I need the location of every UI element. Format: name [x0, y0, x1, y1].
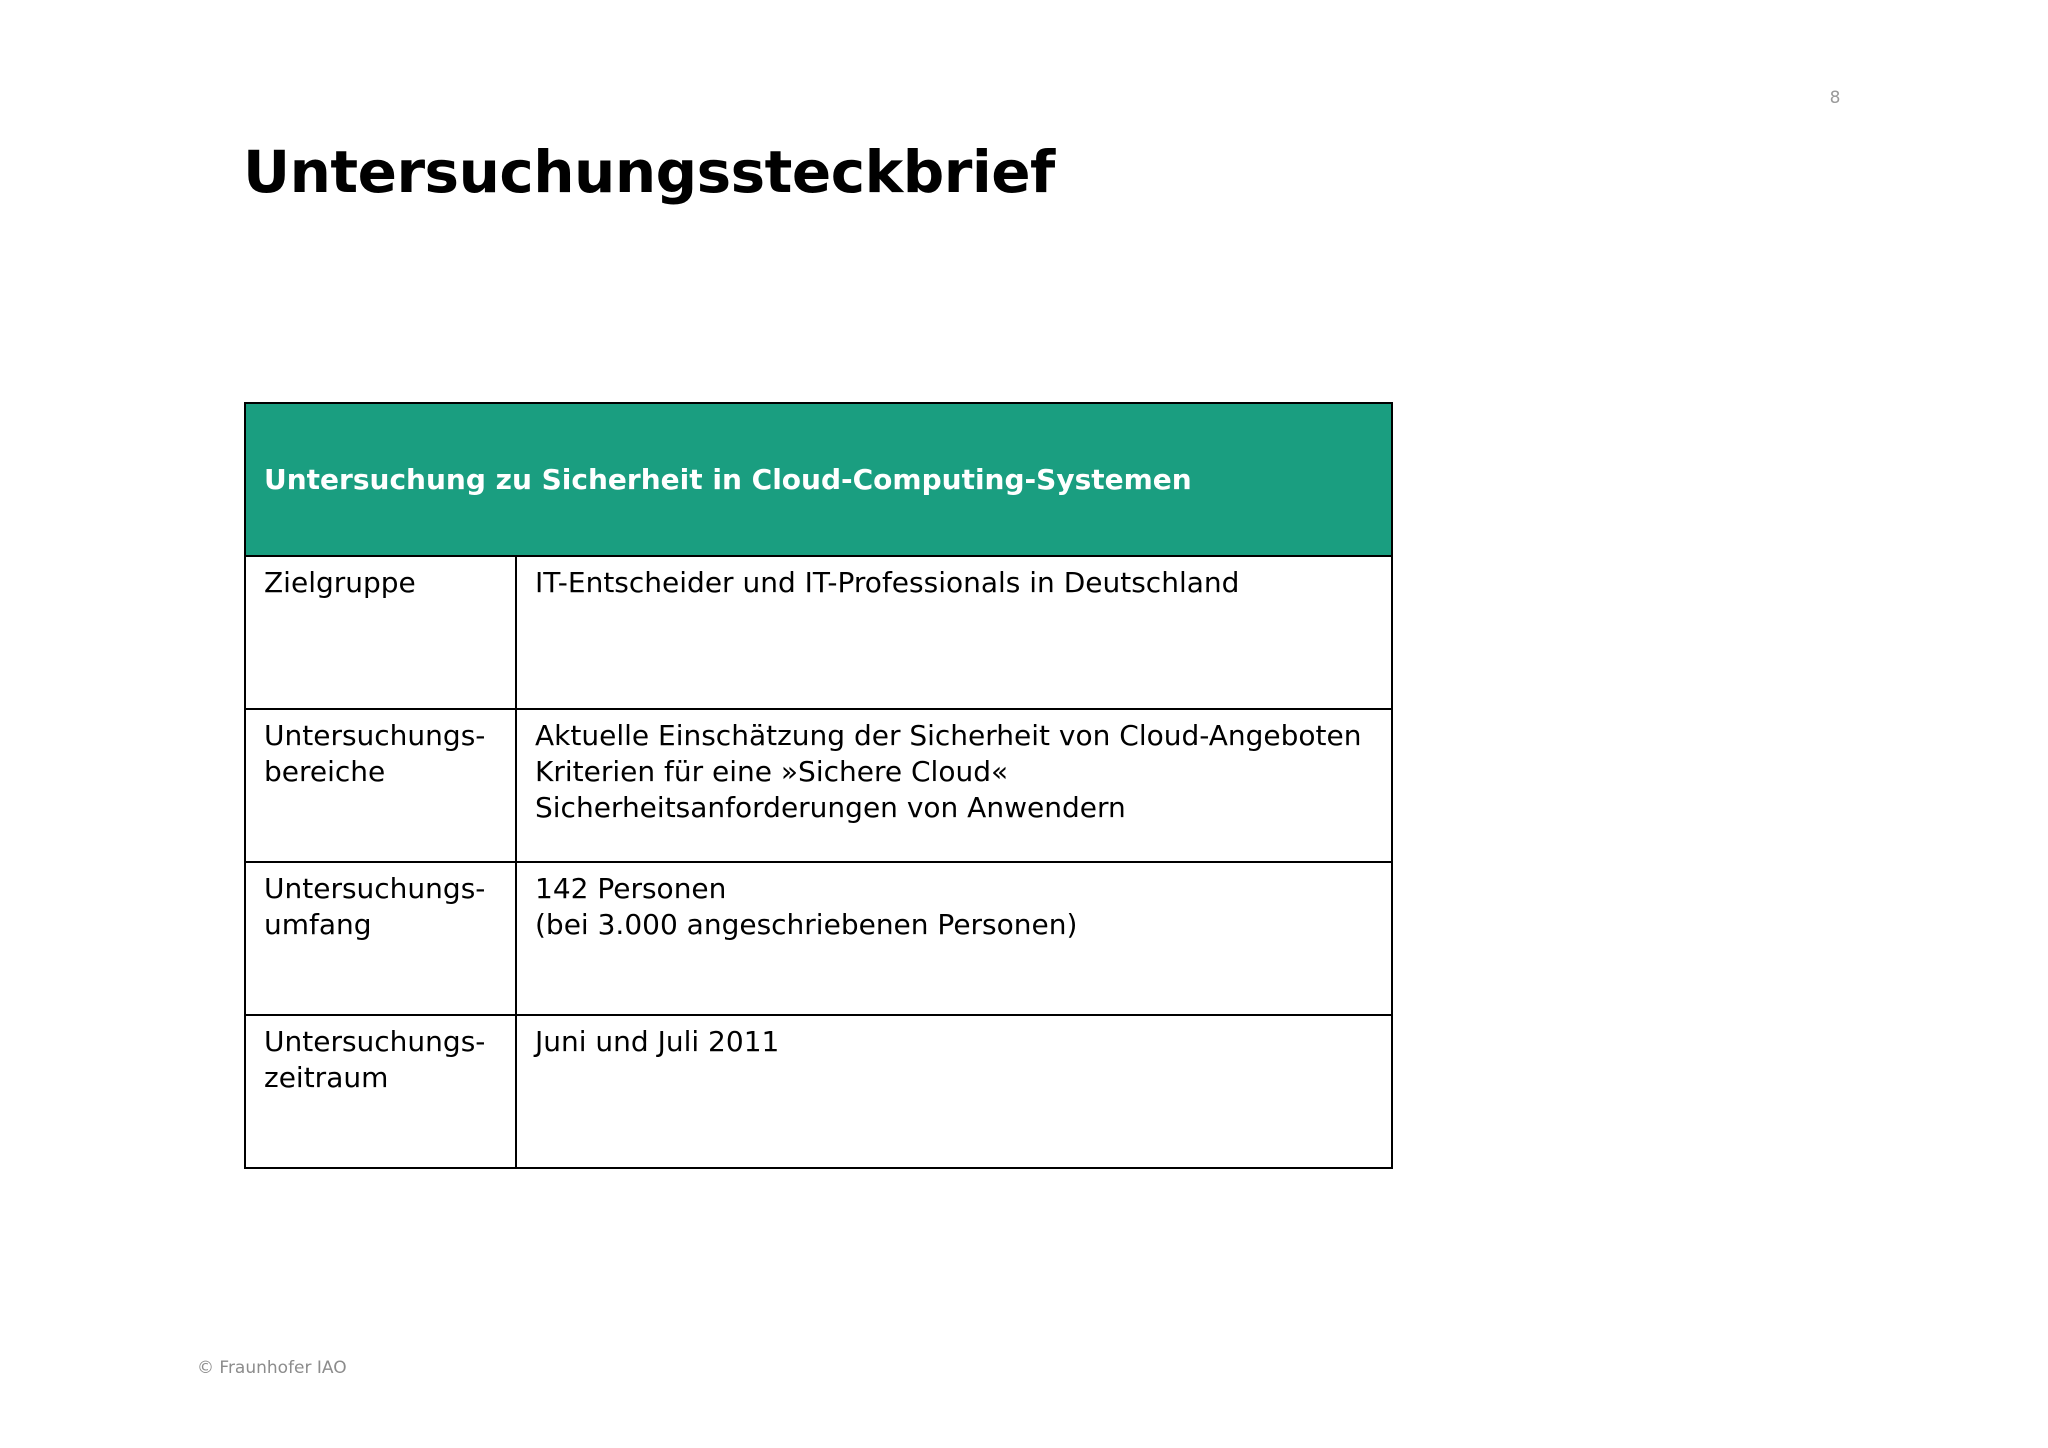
value-line: 142 Personen — [535, 872, 727, 905]
table-row — [245, 862, 1392, 1015]
value-line: (bei 3.000 angeschriebenen Personen) — [535, 908, 1078, 941]
table-header: Untersuchung zu Sicherheit in Cloud-Computing-Systemen — [245, 403, 1392, 556]
label-line: bereiche — [264, 755, 386, 788]
copyright-notice: © Fraunhofer IAO — [197, 1358, 347, 1378]
row-value-zielgruppe — [516, 556, 1392, 709]
row-label-zielgruppe — [245, 556, 516, 709]
table-header-row — [245, 403, 1392, 556]
row-value-bereiche — [516, 709, 1392, 862]
label-line: umfang — [264, 908, 372, 941]
label-line: Untersuchungs- — [264, 872, 486, 905]
value-line: Aktuelle Einschätzung der Sicherheit von Cloud-Angeboten — [535, 719, 1362, 752]
table-row — [245, 709, 1392, 862]
label-line: Zielgruppe — [264, 566, 416, 599]
row-label-zeitraum — [245, 1015, 516, 1168]
study-profile-table — [244, 402, 1393, 1169]
row-value-zeitraum — [516, 1015, 1392, 1168]
table-row — [245, 556, 1392, 709]
value-line: IT-Entscheider und IT-Professionals in Deutschland — [535, 566, 1240, 599]
page-title: Untersuchungssteckbrief — [243, 138, 1055, 206]
table-row — [245, 1015, 1392, 1168]
label-line: Untersuchungs- — [264, 1025, 486, 1058]
label-line: zeitraum — [264, 1061, 389, 1094]
row-label-bereiche — [245, 709, 516, 862]
value-line: Kriterien für eine »Sichere Cloud« — [535, 755, 1009, 788]
label-line: Untersuchungs- — [264, 719, 486, 752]
value-line: Juni und Juli 2011 — [535, 1025, 780, 1058]
row-label-umfang — [245, 862, 516, 1015]
value-line: Sicherheitsanforderungen von Anwendern — [535, 791, 1126, 824]
row-value-umfang — [516, 862, 1392, 1015]
page-number: 8 — [1829, 88, 1841, 108]
